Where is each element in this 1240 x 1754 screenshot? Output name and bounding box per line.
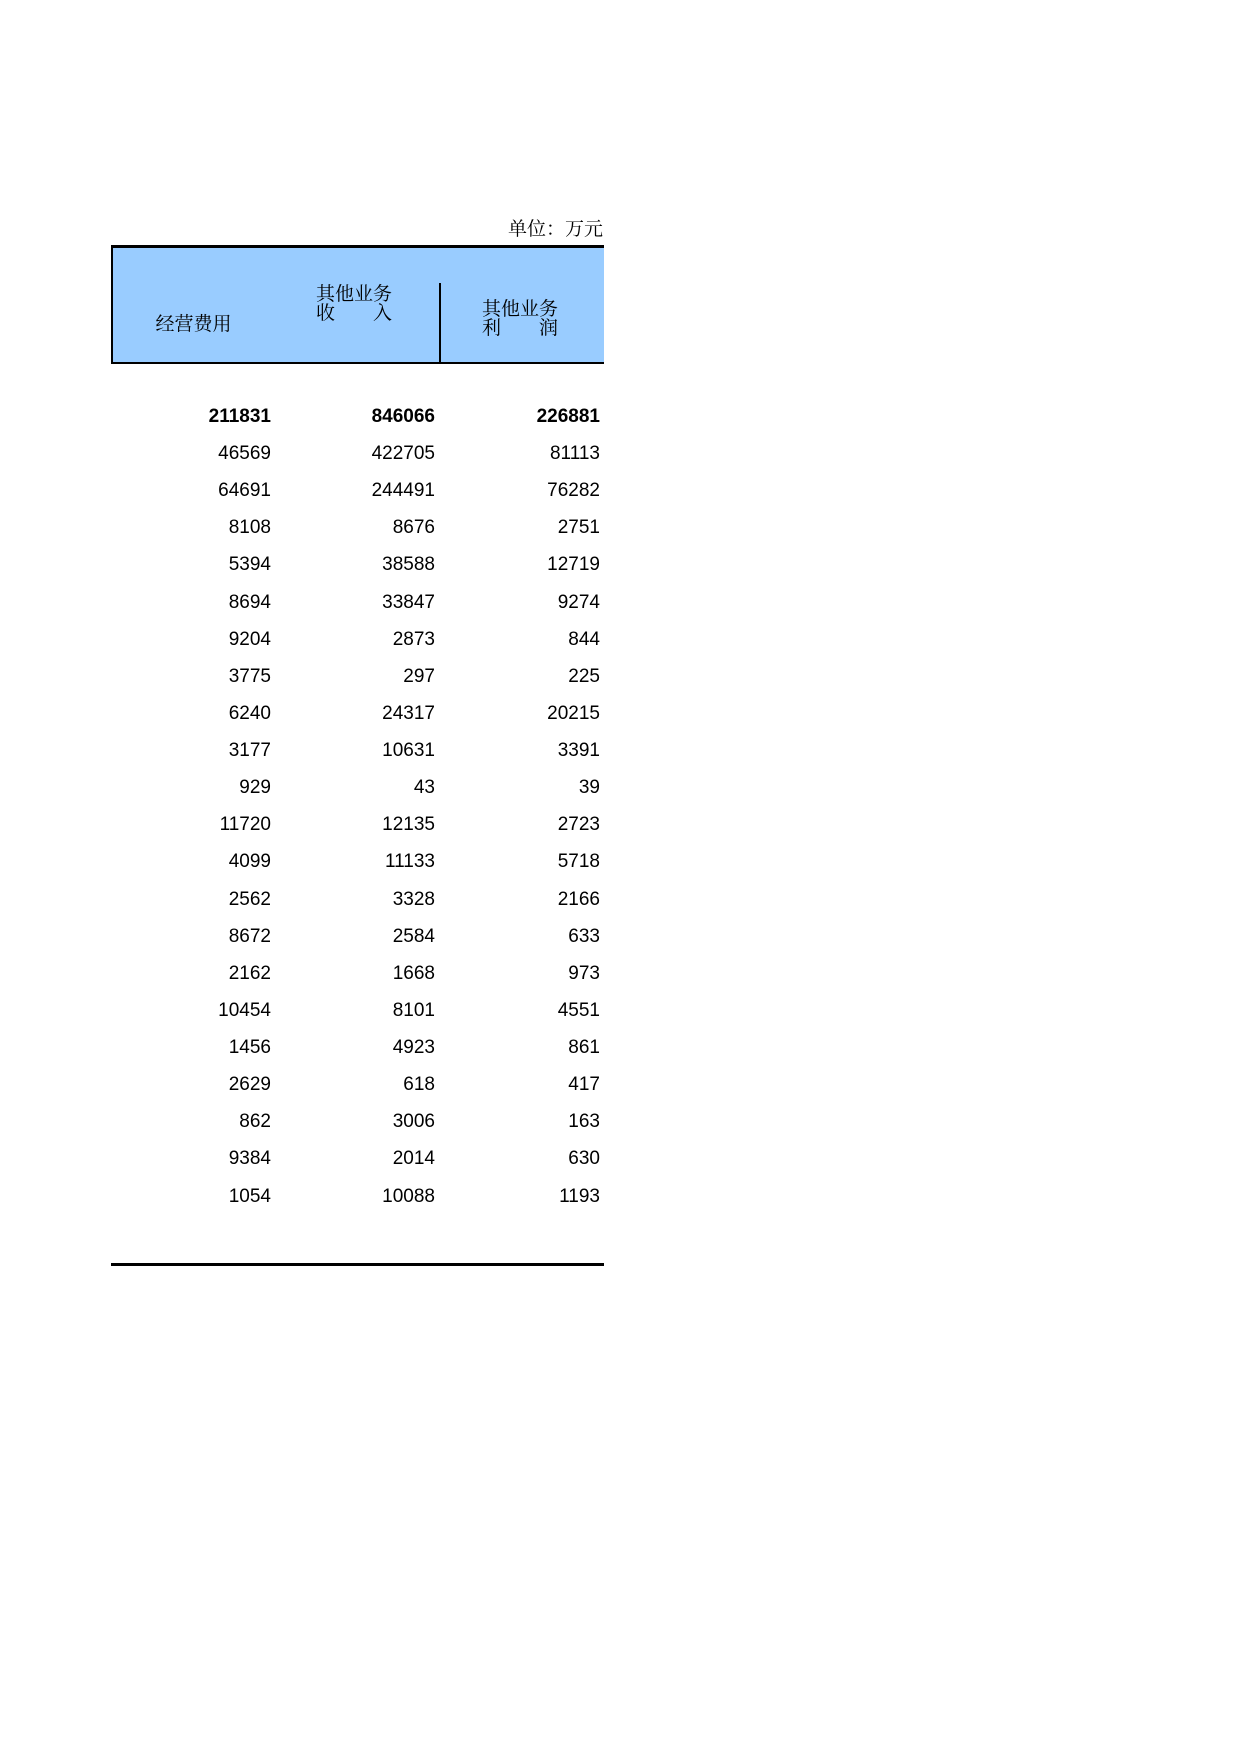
header-other-business-revenue bbox=[274, 248, 441, 364]
operating-expense-cell: 211831 bbox=[208, 406, 271, 427]
operating-expense-cell: 3775 bbox=[228, 666, 271, 687]
other-revenue-cell: 8101 bbox=[392, 1000, 435, 1021]
operating-expense-cell: 929 bbox=[239, 777, 271, 798]
table-row bbox=[111, 955, 604, 992]
table-row bbox=[111, 1029, 604, 1066]
other-profit-cell: 76282 bbox=[547, 480, 600, 501]
operating-expense-cell: 9204 bbox=[228, 629, 271, 650]
table-row bbox=[111, 769, 604, 806]
operating-expense-cell: 6240 bbox=[228, 703, 271, 724]
other-profit-cell: 1193 bbox=[559, 1186, 600, 1207]
other-profit-cell: 2723 bbox=[557, 814, 600, 835]
other-profit-cell: 3391 bbox=[557, 740, 600, 761]
other-revenue-cell: 33847 bbox=[382, 592, 435, 613]
other-profit-cell: 844 bbox=[568, 629, 600, 650]
other-revenue-cell: 846066 bbox=[371, 406, 435, 427]
operating-expense-cell: 2162 bbox=[228, 963, 271, 984]
table-row bbox=[111, 843, 604, 880]
other-revenue-cell: 38588 bbox=[382, 554, 435, 575]
header-operating-expense bbox=[111, 283, 276, 364]
table-row bbox=[111, 546, 604, 583]
operating-expense-cell: 46569 bbox=[218, 443, 271, 464]
operating-expense-cell: 9384 bbox=[228, 1148, 271, 1169]
other-revenue-cell: 422705 bbox=[371, 443, 435, 464]
table-row bbox=[111, 992, 604, 1029]
table-row bbox=[111, 918, 604, 955]
other-revenue-cell: 43 bbox=[413, 777, 435, 798]
other-profit-cell: 2166 bbox=[557, 889, 600, 910]
other-revenue-cell: 4923 bbox=[392, 1037, 435, 1058]
operating-expense-cell: 64691 bbox=[218, 480, 271, 501]
table-row bbox=[111, 472, 604, 509]
other-profit-cell: 81113 bbox=[549, 443, 600, 464]
other-revenue-cell: 2014 bbox=[392, 1148, 435, 1169]
table-row bbox=[111, 658, 604, 695]
other-profit-cell: 5718 bbox=[557, 851, 600, 872]
other-revenue-cell: 11133 bbox=[384, 851, 435, 872]
table-row bbox=[111, 695, 604, 732]
operating-expense-cell: 1054 bbox=[228, 1186, 271, 1207]
header-other-profit-line1: 其他业务 bbox=[482, 298, 559, 320]
operating-expense-cell: 8108 bbox=[228, 517, 271, 538]
other-revenue-cell: 3328 bbox=[392, 889, 435, 910]
other-revenue-cell: 297 bbox=[403, 666, 435, 687]
other-revenue-cell: 618 bbox=[403, 1074, 435, 1095]
other-revenue-cell: 1668 bbox=[392, 963, 435, 984]
operating-expense-cell: 10454 bbox=[218, 1000, 271, 1021]
table-row bbox=[111, 621, 604, 658]
header-blank-cell bbox=[111, 248, 276, 285]
header-other-profit-line2: 利 润 bbox=[482, 317, 559, 339]
table-row bbox=[111, 509, 604, 546]
operating-expense-cell: 11720 bbox=[219, 814, 271, 835]
other-profit-cell: 39 bbox=[578, 777, 600, 798]
operating-expense-cell: 5394 bbox=[228, 554, 271, 575]
other-profit-cell: 861 bbox=[568, 1037, 600, 1058]
table-row bbox=[111, 1140, 604, 1177]
table-row bbox=[111, 1103, 604, 1140]
other-revenue-cell: 8676 bbox=[392, 517, 435, 538]
table-row bbox=[111, 1178, 604, 1215]
header-other-revenue-line1: 其他业务 bbox=[316, 283, 393, 305]
operating-expense-cell: 4099 bbox=[228, 851, 271, 872]
other-profit-cell: 630 bbox=[568, 1148, 600, 1169]
other-profit-cell: 20215 bbox=[547, 703, 600, 724]
other-revenue-cell: 24317 bbox=[382, 703, 435, 724]
other-revenue-cell: 10631 bbox=[382, 740, 435, 761]
table-row bbox=[111, 732, 604, 769]
table-row bbox=[111, 584, 604, 621]
other-profit-cell: 12719 bbox=[547, 554, 600, 575]
unit-label: 单位：万元 bbox=[507, 218, 603, 240]
other-profit-cell: 163 bbox=[568, 1111, 600, 1132]
other-profit-cell: 973 bbox=[568, 963, 600, 984]
header-operating-expense-label: 经营费用 bbox=[155, 313, 232, 335]
total-row bbox=[111, 398, 604, 435]
other-revenue-cell: 2873 bbox=[392, 629, 435, 650]
table-row bbox=[111, 881, 604, 918]
table-row bbox=[111, 1066, 604, 1103]
other-revenue-cell: 244491 bbox=[371, 480, 435, 501]
operating-expense-cell: 862 bbox=[239, 1111, 271, 1132]
other-profit-cell: 9274 bbox=[557, 592, 600, 613]
other-profit-cell: 225 bbox=[568, 666, 600, 687]
header-other-revenue-line2: 收 入 bbox=[316, 302, 393, 324]
table-bottom-rule bbox=[111, 1263, 604, 1266]
operating-expense-cell: 1456 bbox=[228, 1037, 271, 1058]
table-row bbox=[111, 806, 604, 843]
table-row bbox=[111, 435, 604, 472]
operating-expense-cell: 8672 bbox=[228, 926, 271, 947]
other-profit-cell: 4551 bbox=[557, 1000, 600, 1021]
other-revenue-cell: 10088 bbox=[382, 1186, 435, 1207]
operating-expense-cell: 2629 bbox=[228, 1074, 271, 1095]
operating-expense-cell: 3177 bbox=[228, 740, 271, 761]
other-profit-cell: 633 bbox=[568, 926, 600, 947]
other-revenue-cell: 3006 bbox=[392, 1111, 435, 1132]
other-profit-cell: 417 bbox=[568, 1074, 600, 1095]
header-blank-cell-right bbox=[439, 248, 604, 285]
other-revenue-cell: 2584 bbox=[392, 926, 435, 947]
other-revenue-cell: 12135 bbox=[382, 814, 435, 835]
header-other-business-profit bbox=[439, 283, 604, 364]
operating-expense-cell: 2562 bbox=[228, 889, 271, 910]
other-profit-cell: 2751 bbox=[557, 517, 600, 538]
other-profit-cell: 226881 bbox=[536, 406, 600, 427]
operating-expense-cell: 8694 bbox=[228, 592, 271, 613]
